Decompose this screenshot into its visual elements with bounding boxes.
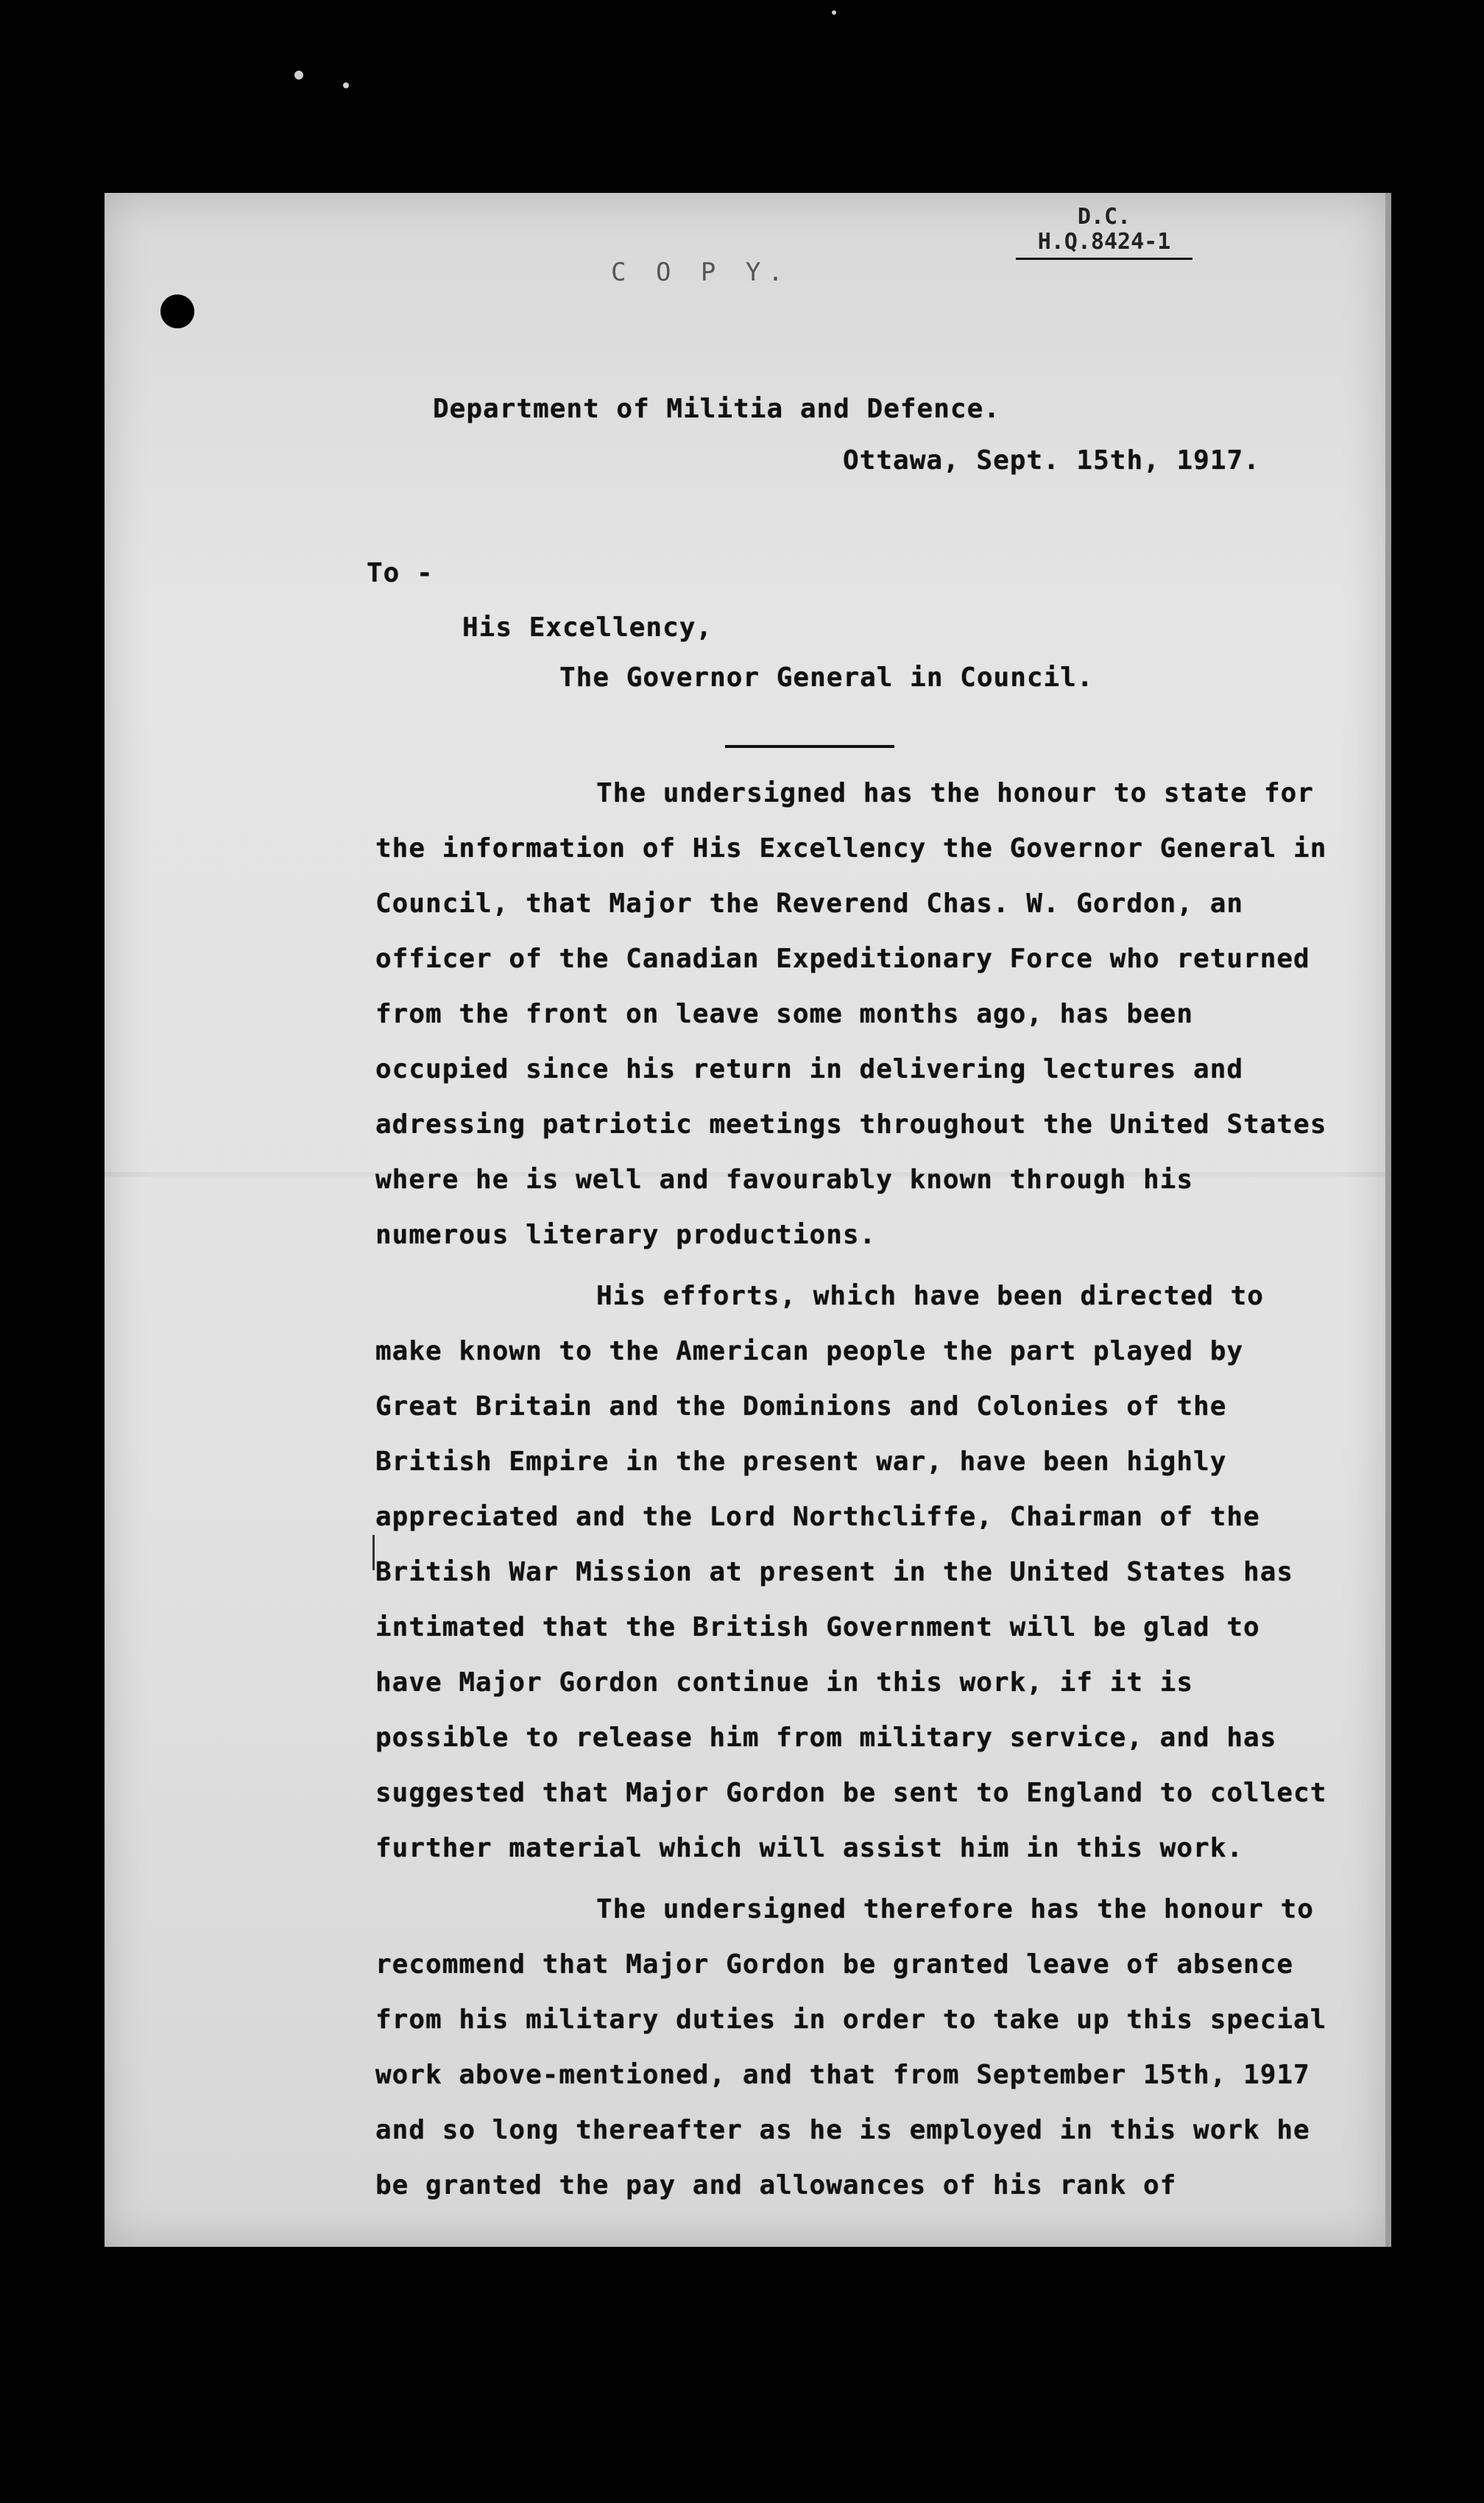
file-reference-underline <box>1016 258 1192 260</box>
film-speck <box>832 10 836 15</box>
addressee-line2: The Governor General in Council. <box>559 663 1094 693</box>
file-reference <box>1016 205 1192 260</box>
film-speck <box>294 71 303 80</box>
letter-body <box>375 766 1332 2219</box>
margin-mark <box>372 1535 375 1570</box>
department-heading: Department of Militia and Defence. <box>433 394 1000 424</box>
divider-rule <box>725 745 894 748</box>
paragraph-2: His efforts, which have been directed to make known to the American people the part played by Great Britain and the Dominions and Colonies of the British Empire in the present war, have been highly appreciated and the Lord Northcliffe, Chairman of the British War Mission at present in the United States has intimated that the British Government will be glad to have Major Gordon continue in this work, if it is possible to release him from military service, and has suggested that Major Gordon be sent to England to collect further material which will assist him in this work. <box>375 1281 1327 1863</box>
place-date: Ottawa, Sept. 15th, 1917. <box>843 445 1260 476</box>
addressee-to: To - <box>367 558 434 588</box>
paragraph-1: The undersigned has the honour to state for the information of His Excellency the Governor General in Council, that Major the Reverend Chas. W. Gordon, an officer of the Canadian Expeditionary Force who returned from the front on leave some months ago, has been occupied since his return in delivering lectures and adressing patriotic meetings throughout the United States where he is well and favourably known through his numerous literary productions. <box>375 778 1327 1250</box>
punch-hole <box>160 294 194 328</box>
copy-label: C O P Y. <box>611 258 791 287</box>
paragraph-3: The undersigned therefore has the honour to recommend that Major Gordon be granted leave of absence from his military duties in order to take up this special work above-mentioned, and that from September 15th, 1917 and so long thereafter as he is employed in this work he be granted the pay and allowances of his rank of <box>375 1894 1327 2200</box>
file-reference-line1: D.C. <box>1077 204 1131 230</box>
file-reference-line2: H.Q.8424-1 <box>1037 229 1171 255</box>
film-speck <box>343 82 349 88</box>
addressee-line1: His Excellency, <box>462 612 713 643</box>
